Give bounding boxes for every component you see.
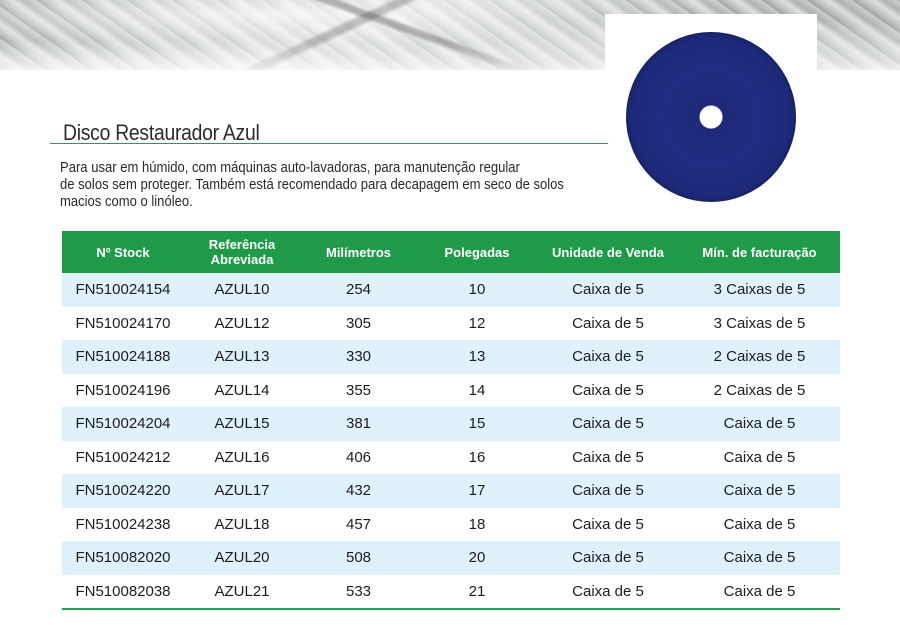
cell-min-billing: Caixa de 5: [723, 515, 796, 533]
cell-stock: FN510024170: [75, 314, 171, 332]
cell-stock: FN510024238: [75, 515, 171, 533]
cell-sales-unit: Caixa de 5: [572, 515, 644, 533]
cell-inches: 21: [417, 575, 537, 610]
header-sales-unit: Unidade de Venda: [537, 231, 679, 273]
cell-reference: AZUL15: [184, 407, 300, 441]
product-title: Disco Restaurador Azul: [63, 120, 260, 145]
cell-millimeters: 381: [300, 407, 417, 441]
table-row: [62, 340, 840, 374]
cell-stock: FN510024154: [62, 273, 184, 307]
cell-reference: AZUL20: [184, 541, 300, 575]
cell-min-billing: Caixa de 5: [679, 541, 840, 575]
cell-sales-unit: Caixa de 5: [572, 448, 644, 466]
table-row: [62, 541, 840, 575]
cell-inches: 20: [417, 541, 537, 575]
cell-reference: AZUL21: [184, 575, 300, 610]
cell-sales-unit: Caixa de 5: [537, 575, 679, 610]
header-inches: Polegadas: [417, 231, 537, 273]
table-row: [62, 273, 840, 307]
cell-millimeters: 254: [300, 273, 417, 307]
cell-millimeters: 406: [345, 448, 372, 466]
cell-reference: AZUL18: [214, 515, 270, 533]
header-min-billing: Mín. de facturação: [679, 231, 840, 273]
table-header-row: [62, 231, 840, 273]
cell-min-billing: Caixa de 5: [679, 575, 840, 610]
cell-sales-unit: Caixa de 5: [572, 381, 644, 399]
cell-stock: FN510082020: [62, 541, 184, 575]
cell-stock: FN510024188: [62, 340, 184, 374]
cell-min-billing: 2 Caixas de 5: [713, 381, 806, 399]
cell-reference: AZUL12: [214, 314, 270, 332]
table-row: [62, 575, 840, 610]
header-millimeters: Milímetros: [300, 231, 417, 273]
cell-sales-unit: Caixa de 5: [537, 541, 679, 575]
cell-min-billing: Caixa de 5: [723, 448, 796, 466]
cell-reference: AZUL14: [214, 381, 270, 399]
table-row: [62, 407, 840, 441]
cell-min-billing: 2 Caixas de 5: [679, 340, 840, 374]
table-row: [62, 441, 840, 475]
cell-millimeters: 305: [345, 314, 372, 332]
table-row: [62, 374, 840, 408]
cell-min-billing: 3 Caixas de 5: [713, 314, 806, 332]
cell-millimeters: 533: [300, 575, 417, 610]
table-row: [62, 508, 840, 542]
cell-inches: 17: [417, 474, 537, 508]
cell-stock: FN510082038: [62, 575, 184, 610]
cell-reference: AZUL10: [184, 273, 300, 307]
cell-sales-unit: Caixa de 5: [537, 273, 679, 307]
description-line: Para usar em húmido, com máquinas auto-lavadoras, para manutenção regular: [60, 160, 520, 176]
cell-min-billing: Caixa de 5: [679, 407, 840, 441]
cell-sales-unit: Caixa de 5: [537, 407, 679, 441]
product-image-panel: [605, 14, 817, 214]
cell-sales-unit: Caixa de 5: [572, 314, 644, 332]
cell-millimeters: 432: [300, 474, 417, 508]
product-table: [62, 231, 840, 610]
cell-inches: 12: [468, 314, 486, 332]
cell-min-billing: 3 Caixas de 5: [679, 273, 840, 307]
table-row: [62, 307, 840, 341]
cell-sales-unit: Caixa de 5: [537, 340, 679, 374]
product-description: [60, 160, 580, 211]
cell-millimeters: 330: [300, 340, 417, 374]
cell-stock: FN510024196: [75, 381, 171, 399]
cell-inches: 13: [417, 340, 537, 374]
cell-millimeters: 508: [300, 541, 417, 575]
cell-millimeters: 355: [345, 381, 372, 399]
description-line: macios como o linóleo.: [60, 194, 193, 210]
cell-millimeters: 457: [345, 515, 372, 533]
cell-inches: 15: [417, 407, 537, 441]
cell-min-billing: Caixa de 5: [679, 474, 840, 508]
header-stock: Nº Stock: [62, 231, 184, 273]
cell-inches: 18: [468, 515, 486, 533]
header-reference: Referência Abreviada: [184, 231, 300, 273]
description-line: de solos sem proteger. Também está recomendado para decapagem em seco de solos: [60, 177, 564, 193]
cell-reference: AZUL16: [214, 448, 270, 466]
cell-reference: AZUL17: [184, 474, 300, 508]
cell-stock: FN510024220: [62, 474, 184, 508]
cell-sales-unit: Caixa de 5: [537, 474, 679, 508]
table-body: [62, 273, 840, 609]
blue-disc-image: [626, 32, 796, 202]
cell-reference: AZUL13: [184, 340, 300, 374]
cell-stock: FN510024212: [75, 448, 171, 466]
cell-stock: FN510024204: [62, 407, 184, 441]
cell-inches: 10: [417, 273, 537, 307]
cell-inches: 16: [468, 448, 486, 466]
cell-inches: 14: [468, 381, 486, 399]
table-row: [62, 474, 840, 508]
